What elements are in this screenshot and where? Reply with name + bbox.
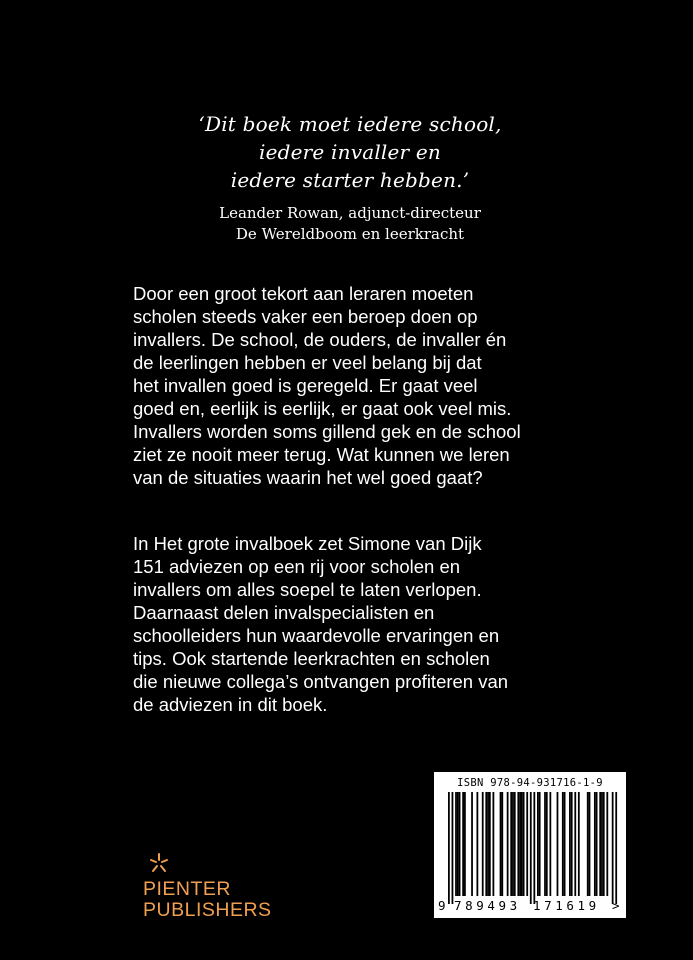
barcode-bar <box>501 792 503 896</box>
barcode-bar <box>599 792 601 896</box>
barcode-bar <box>544 792 546 896</box>
barcode-bar <box>569 792 571 896</box>
barcode-bar <box>564 792 566 896</box>
barcode-bar <box>539 792 541 896</box>
barcode-bar <box>519 792 521 896</box>
barcode-bar <box>471 792 473 896</box>
barcode-bar <box>462 792 464 896</box>
blurb-line: de adviezen in dit boek. <box>133 694 328 715</box>
barcode-guard-bar <box>615 792 617 904</box>
blurb-line: invallers. De school, de ouders, de invaller én <box>133 329 507 350</box>
endorsement-quote <box>120 110 580 194</box>
blurb-line: In Het grote invalboek zet Simone van Dijk <box>133 533 482 554</box>
blurb-line: goed en, eerlijk is eerlijk, er gaat ook veel mis. <box>133 398 512 419</box>
barcode-guard-bar <box>612 792 614 904</box>
publisher-name <box>143 879 272 921</box>
blurb-paragraph-1 <box>133 282 593 489</box>
blurb-line: Daarnaast delen invalspecialisten en <box>133 602 435 623</box>
blurb-line: scholen steeds vaker een beroep doen op <box>133 306 478 327</box>
barcode-bar <box>487 792 489 896</box>
barcode-bar <box>512 792 514 896</box>
barcode-bar <box>457 792 459 896</box>
blurb-line: schoolleiders hun waardevolle ervaringen en <box>133 625 500 646</box>
barcode-bar <box>510 792 512 896</box>
barcode-bar <box>601 792 603 896</box>
star-icon <box>148 852 170 874</box>
barcode-bar <box>594 792 596 896</box>
barcode-guard-bar <box>452 792 454 904</box>
barcode-bar <box>562 792 564 896</box>
barcode-bar <box>596 792 598 896</box>
barcode-bar <box>493 792 495 896</box>
barcode-bar <box>526 792 528 896</box>
barcode-bar <box>571 792 573 896</box>
barcode-bar <box>557 792 559 896</box>
blurb-paragraph-2 <box>133 532 593 716</box>
barcode-bar <box>459 792 461 896</box>
quote-line: ‘Dit boek moet iedere school, <box>198 112 502 136</box>
barcode-bar <box>546 792 548 896</box>
attribution-line: De Wereldboom en leerkracht <box>235 225 465 243</box>
barcode-bar <box>489 792 491 896</box>
barcode-digits <box>434 898 626 916</box>
barcode-bar <box>482 792 484 896</box>
barcode-bar <box>464 792 466 896</box>
barcode-bar <box>507 792 509 896</box>
publisher-name-line: PUBLISHERS <box>143 899 272 921</box>
quote-line: iedere invaller en <box>259 140 441 164</box>
barcode-bar <box>517 792 519 896</box>
blurb-line: 151 adviezen op een rij voor scholen en <box>133 556 461 577</box>
barcode-bar <box>455 792 457 896</box>
barcode-bar <box>603 792 605 896</box>
barcode-bar <box>514 792 516 896</box>
quote-attribution <box>120 203 580 245</box>
barcode-bar <box>606 792 608 896</box>
barcode-first-digit: 9 <box>438 898 446 913</box>
isbn-barcode <box>434 772 626 918</box>
barcode-bar <box>578 792 580 896</box>
blurb-line: Door een groot tekort aan leraren moeten <box>133 283 474 304</box>
blurb-line: de leerlingen hebben er veel belang bij dat <box>133 352 482 373</box>
blurb-line: ziet ze nooit meer terug. Wat kunnen we leren <box>133 444 510 465</box>
blurb-line: Invallers worden soms gillend gek en de school <box>133 421 521 442</box>
publisher-name-line: PIENTER <box>143 878 232 900</box>
barcode-bar <box>587 792 589 896</box>
publisher-logo <box>143 852 303 924</box>
barcode-bar <box>521 792 523 896</box>
barcode-bars <box>434 772 626 918</box>
barcode-bar <box>500 792 502 896</box>
barcode-guard-bar <box>448 792 450 904</box>
quote-line: iedere starter hebben.’ <box>230 168 470 192</box>
barcode-guard-bar <box>530 792 532 904</box>
barcode-left-digits: 789493 <box>454 898 521 913</box>
barcode-bar <box>537 792 539 896</box>
barcode-bar <box>485 792 487 896</box>
barcode-end-mark: > <box>612 898 620 913</box>
barcode-right-digits: 171619 <box>533 898 600 913</box>
blurb-line: invallers om alles soepel te laten verlopen. <box>133 579 482 600</box>
isbn-label: ISBN 978-94-931716-1-9 <box>457 777 603 789</box>
barcode-bar <box>589 792 591 896</box>
barcode-bar <box>476 792 478 896</box>
blurb-line: het invallen goed is geregeld. Er gaat veel <box>133 375 478 396</box>
barcode-bar <box>549 792 551 896</box>
blurb-line: die nieuwe collega’s ontvangen profiteren van <box>133 671 509 692</box>
barcode-bar <box>574 792 576 896</box>
blurb-line: van de situaties waarin het wel goed gaat? <box>133 467 483 488</box>
barcode-guard-bar <box>533 792 535 904</box>
blurb-line: tips. Ook startende leerkrachten en scholen <box>133 648 490 669</box>
barcode-bar <box>523 792 525 896</box>
attribution-line: Leander Rowan, adjunct-directeur <box>219 204 481 222</box>
